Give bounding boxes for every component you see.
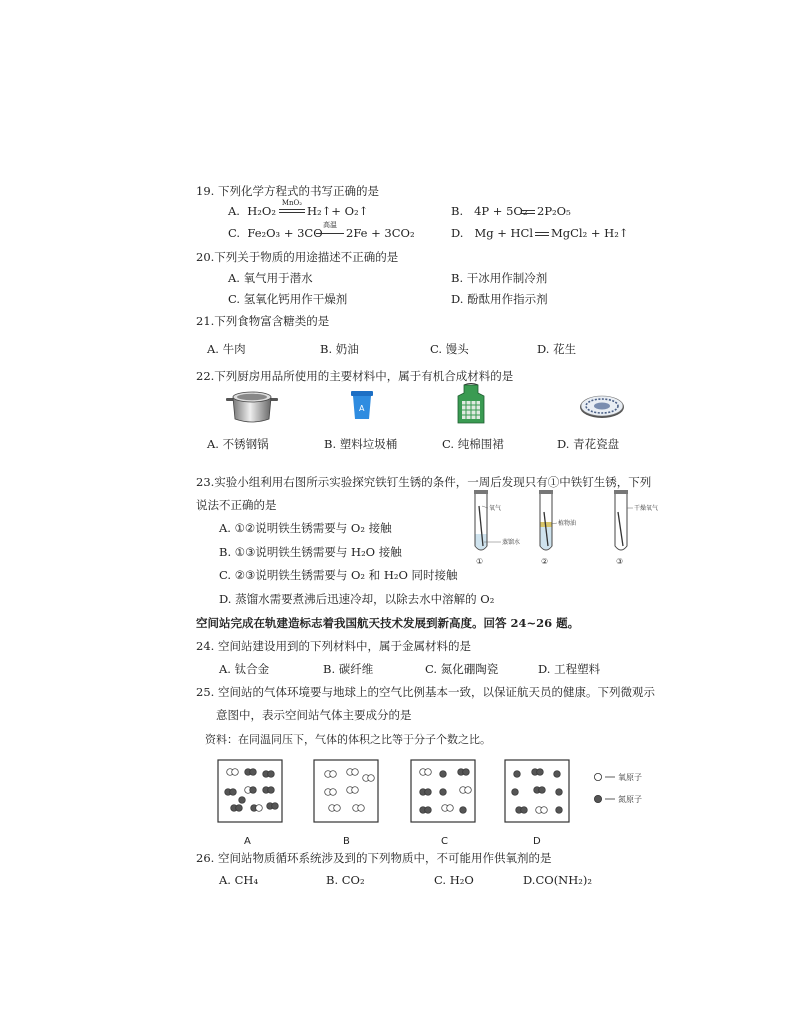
q24-option-d: D. 工程塑料: [538, 662, 601, 676]
q24-option-c: C. 氮化硼陶瓷: [425, 662, 499, 676]
nitrogen-atom: [250, 787, 257, 794]
q24-stem: 24. 空间站建设用到的下列材料中，属于金属材料的是: [196, 639, 471, 653]
test-tube-3: [614, 490, 628, 550]
q20-option-c: C. 氢氧化钙用作干燥剂: [228, 292, 348, 306]
q19-c-lhs: Fe₂O₃ + 3CO: [247, 226, 323, 240]
q19-d-reaction-sign: [535, 232, 549, 236]
q25-molecule-diagrams: [216, 758, 666, 850]
nitrogen-atom: [521, 807, 528, 814]
q19-option-c: C. Fe₂O₃ + 3CO: [228, 226, 323, 240]
q21-stem: 21.下列食物富含糖类的是: [196, 314, 330, 328]
legend-nitrogen-label: 氮原子: [618, 795, 642, 804]
legend-oxygen-atom-icon: [594, 773, 601, 780]
oxygen-atom: [447, 805, 454, 812]
nitrogen-atom: [460, 807, 467, 814]
q23-option-a: A. ①②说明铁生锈需要与 O₂ 接触: [219, 521, 392, 535]
q19-option-b: B. 4P + 5O₂: [451, 204, 528, 218]
q25-stem-line1: 25. 空间站的气体环境要与地球上的空气比例基本一致，以保证航天员的健康。下列微观示: [196, 685, 655, 699]
nitrogen-atom: [440, 789, 447, 796]
q26-stem: 26. 空间站物质循环系统涉及到的下列物质中，不可能用作供氧剂的是: [196, 851, 552, 865]
q19-d-rhs: MgCl₂ + H₂↑: [551, 226, 629, 240]
q19-a-rhs: H₂↑+ O₂↑: [307, 204, 369, 218]
plastic-trash-bin-icon: [350, 389, 374, 421]
q20-option-b: B. 干冰用作制冷剂: [451, 271, 548, 285]
bin-mark: A: [359, 404, 365, 413]
label-tube-1: ①: [476, 557, 484, 566]
q23-option-d: D. 蒸馏水需要煮沸后迅速冷却，以除去水中溶解的 O₂: [219, 592, 495, 606]
oxygen-atom: [368, 775, 375, 782]
q23-stem-line2: 说法不正确的是: [196, 498, 277, 512]
q24-option-b: B. 碳纤维: [323, 662, 374, 676]
nitrogen-atom: [250, 769, 257, 776]
nitrogen-atom: [272, 803, 279, 810]
nitrogen-atom: [425, 789, 432, 796]
q22-option-b: B. 塑料垃圾桶: [324, 437, 398, 451]
oxygen-atom: [425, 769, 432, 776]
test-tube-2: [539, 490, 553, 550]
q21-option-a: A. 牛肉: [207, 342, 246, 356]
q20-option-d: D. 酚酞用作指示剂: [451, 292, 548, 306]
label-dry-air: 干燥氧气: [634, 505, 659, 512]
nitrogen-atom: [512, 789, 519, 796]
oxygen-atom: [330, 789, 337, 796]
q25-stem-line2: 意图中，表示空间站气体主要成分的是: [216, 708, 412, 722]
q19-option-a: A. H₂O₂: [228, 204, 276, 218]
nitrogen-atom: [268, 771, 275, 778]
nitrogen-atom: [539, 787, 546, 794]
q22-option-c: C. 纯棉围裙: [442, 437, 504, 451]
oxygen-atom: [352, 769, 359, 776]
oxygen-atom: [465, 787, 472, 794]
oxygen-atom: [541, 807, 548, 814]
oxygen-atom: [330, 771, 337, 778]
label-tube-3: ③: [616, 557, 624, 566]
legend-nitrogen-atom-icon: [594, 795, 601, 802]
nitrogen-atom: [236, 805, 243, 812]
nitrogen-atom: [268, 787, 275, 794]
q19-d-lhs: Mg + HCl: [474, 226, 534, 240]
q19-a-condition: MnO₂: [281, 199, 303, 207]
q19-a-reaction-sign: [279, 209, 305, 213]
q22-stem: 22.下列厨房用品所使用的主要材料中，属于有机合成材料的是: [196, 369, 514, 383]
molecule-box-b: [314, 760, 378, 822]
q26-option-d: D.CO(NH₂)₂: [523, 873, 592, 887]
q19-b-rhs: 2P₂O₅: [537, 204, 571, 218]
diagram-label-b: B: [343, 836, 350, 847]
q19-stem: 19. 下列化学方程式的书写正确的是: [196, 184, 379, 198]
legend-oxygen-label: 氧原子: [618, 773, 642, 782]
q21-option-d: D. 花生: [537, 342, 577, 356]
q23-option-b: B. ①③说明铁生锈需要与 H₂O 接触: [219, 545, 402, 559]
q19-a-lhs: H₂O₂: [247, 204, 276, 218]
porcelain-plate-icon: [578, 393, 626, 419]
label-water: 蒸馏水: [502, 539, 521, 546]
nitrogen-atom: [230, 789, 237, 796]
q20-stem: 20.下列关于物质的用途描述不正确的是: [196, 250, 399, 264]
nitrogen-atom: [556, 789, 563, 796]
label-air: 氧气: [489, 505, 502, 512]
diagram-label-c: C: [441, 836, 448, 847]
q22-option-a: A. 不锈钢锅: [207, 437, 269, 451]
q23-stem-line1: 23.实验小组利用右图所示实验探究铁钉生锈的条件，一周后发现只有①中铁钉生锈，下列: [196, 475, 652, 489]
q23-option-c: C. ②③说明铁生锈需要与 O₂ 和 H₂O 同时接触: [219, 568, 458, 582]
label-tube-2: ②: [541, 557, 549, 566]
cotton-apron-icon: [456, 383, 486, 425]
diagram-label-d: D: [533, 836, 541, 847]
q19-c-condition: 高温: [323, 221, 337, 229]
q22-option-d: D. 青花瓷盘: [557, 437, 620, 451]
q21-option-c: C. 馒头: [430, 342, 469, 356]
q19-b-lhs: 4P + 5O₂: [474, 204, 528, 218]
oxygen-atom: [256, 805, 263, 812]
nitrogen-atom: [463, 769, 470, 776]
oxygen-atom: [352, 787, 359, 794]
oxygen-atom: [358, 805, 365, 812]
q24-option-a: A. 钛合金: [219, 662, 270, 676]
nitrogen-atom: [514, 771, 521, 778]
section-intro: 空间站完成在轨建造标志着我国航天技术发展到新高度。回答 24~26 题。: [196, 616, 580, 630]
q21-option-b: B. 奶油: [320, 342, 359, 356]
oxygen-atom: [334, 805, 341, 812]
q19-b-reaction-sign: [521, 210, 535, 214]
nitrogen-atom: [537, 769, 544, 776]
oxygen-atom: [232, 769, 239, 776]
nitrogen-atom: [425, 807, 432, 814]
q19-option-d: D. Mg + HCl: [451, 226, 534, 240]
rust-experiment-figure: [462, 488, 672, 570]
q19-c-rhs: 2Fe + 3CO₂: [346, 226, 415, 240]
q26-option-b: B. CO₂: [326, 873, 365, 887]
q26-option-a: A. CH₄: [219, 873, 259, 887]
nitrogen-atom: [556, 807, 563, 814]
q20-option-a: A. 氧气用于潜水: [228, 271, 313, 285]
stainless-pot-icon: [224, 386, 280, 426]
nitrogen-atom: [239, 797, 246, 804]
nitrogen-atom: [440, 771, 447, 778]
nitrogen-atom: [554, 771, 561, 778]
q19-c-reaction-sign: [316, 233, 344, 234]
test-tube-1: [474, 490, 488, 550]
q25-note: 资料：在同温同压下，气体的体积之比等于分子个数之比。: [205, 733, 491, 746]
diagram-label-a: A: [244, 836, 251, 847]
q26-option-c: C. H₂O: [434, 873, 474, 887]
label-oil: 植物油: [558, 520, 577, 527]
